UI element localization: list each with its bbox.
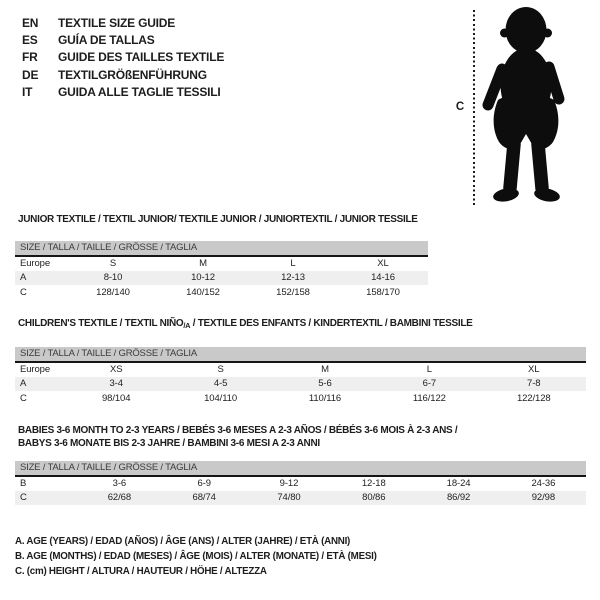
row-label: A bbox=[20, 272, 27, 284]
height-cell: 122/128 bbox=[516, 392, 551, 404]
size-cell: S bbox=[217, 364, 224, 376]
age-cell: 3-6 bbox=[112, 478, 127, 490]
height-cell: 62/68 bbox=[107, 492, 132, 504]
row-label: C bbox=[20, 392, 27, 404]
height-cell: 116/122 bbox=[412, 392, 446, 404]
language-row-de bbox=[22, 67, 224, 84]
height-cell: 152/158 bbox=[276, 286, 310, 298]
baby-head bbox=[506, 7, 547, 53]
height-cell: 140/152 bbox=[186, 286, 220, 298]
junior-table-title: JUNIOR TEXTILE / TEXTIL JUNIOR/ TEXTILE JUNIOR / JUNIORTEXTIL / JUNIOR TESSILE bbox=[18, 214, 418, 225]
table-row-height bbox=[15, 285, 428, 299]
height-cell: 98/104 bbox=[101, 392, 131, 404]
language-code: IT bbox=[22, 84, 33, 99]
table-row-height bbox=[15, 491, 586, 505]
table-row-age-months bbox=[15, 477, 586, 491]
legend-note-a: A. AGE (YEARS) / EDAD (AÑOS) / ÂGE (ANS) / ALTER (JAHRE) / ETÀ (ANNI) bbox=[15, 536, 351, 547]
age-cell: 6-9 bbox=[197, 478, 211, 490]
legend-note-b: B. AGE (MONTHS) / EDAD (MESES) / ÂGE (MOIS) / ALTER (MONATE) / ETÀ (MESI) bbox=[15, 550, 377, 562]
size-cell: XL bbox=[528, 364, 540, 376]
size-cell: L bbox=[290, 258, 296, 270]
height-cell: 80/86 bbox=[362, 492, 386, 504]
height-cell: 110/116 bbox=[308, 392, 342, 404]
height-cell: 74/80 bbox=[277, 492, 301, 504]
children-title-subscript: /A bbox=[183, 320, 191, 330]
age-cell: 12-13 bbox=[281, 272, 305, 284]
size-header-bar: SIZE / TALLA / TAILLE / GRÖSSE / TAGLIA bbox=[15, 241, 428, 255]
age-cell: 8-10 bbox=[103, 272, 123, 284]
babies-textile-section bbox=[15, 424, 586, 505]
guide-title-es: GUÍA DE TALLAS bbox=[58, 33, 155, 48]
babies-size-table bbox=[15, 461, 586, 505]
height-cell: 158/170 bbox=[366, 286, 400, 298]
table-row-age bbox=[15, 377, 586, 391]
junior-size-table bbox=[15, 241, 428, 299]
babies-table-title-line2: BABYS 3-6 MONATE BIS 2-3 JAHRE / BAMBINI 3-6 MESI A 2-3 ANNI bbox=[18, 438, 320, 449]
language-code: ES bbox=[22, 33, 38, 48]
age-cell: 4-5 bbox=[213, 378, 228, 390]
age-cell: 7-8 bbox=[527, 378, 541, 390]
age-cell: 3-4 bbox=[109, 378, 123, 390]
baby-leg-left bbox=[510, 144, 514, 188]
guide-title-en: TEXTILE SIZE GUIDE bbox=[58, 16, 176, 30]
size-cell: L bbox=[426, 364, 432, 376]
legend-notes bbox=[15, 535, 377, 579]
language-row-en bbox=[22, 15, 224, 32]
baby-ear-left bbox=[500, 29, 509, 38]
size-header-bar: SIZE / TALLA / TAILLE / GRÖSSE / TAGLIA bbox=[15, 347, 586, 361]
size-cell: S bbox=[109, 258, 117, 270]
baby-leg-right bbox=[538, 144, 542, 188]
language-row-fr bbox=[22, 49, 224, 66]
children-table-title bbox=[15, 318, 586, 330]
language-code: EN bbox=[22, 16, 39, 30]
children-title-part: CHILDREN'S TEXTILE / TEXTIL NIÑO bbox=[18, 318, 184, 329]
row-label: A bbox=[20, 378, 27, 390]
age-cell: 14-16 bbox=[371, 272, 395, 284]
height-cell: 86/92 bbox=[446, 492, 471, 504]
table-row-height bbox=[15, 391, 586, 405]
size-header-bar: SIZE / TALLA / TAILLE / GRÖSSE / TAGLIA bbox=[15, 461, 586, 475]
height-measure-label: C bbox=[455, 101, 465, 113]
age-cell: 5-6 bbox=[318, 378, 332, 390]
row-label: C bbox=[20, 492, 27, 504]
guide-title-it: GUIDA ALLE TAGLIE TESSILI bbox=[58, 84, 221, 99]
table-row-age bbox=[15, 271, 428, 285]
babies-table-title-line1: BABIES 3-6 MONTH TO 2-3 YEARS / BEBÉS 3-6 MESES A 2-3 AÑOS / BÉBÉS 3-6 MOIS À 2-3 ANS / bbox=[18, 425, 458, 436]
age-cell: 10-12 bbox=[191, 272, 215, 284]
size-cell: XL bbox=[377, 258, 389, 270]
language-row-it bbox=[22, 84, 224, 101]
height-cell: 104/110 bbox=[204, 392, 238, 404]
height-cell: 68/74 bbox=[192, 492, 216, 504]
age-cell: 12-18 bbox=[361, 478, 386, 490]
language-code: DE bbox=[22, 67, 39, 82]
size-cell: M bbox=[321, 364, 329, 376]
height-cell: 92/98 bbox=[531, 492, 556, 504]
table-row-europe bbox=[15, 257, 428, 271]
age-cell: 6-7 bbox=[422, 378, 437, 390]
row-label: B bbox=[20, 478, 27, 490]
language-code: FR bbox=[22, 50, 38, 65]
children-title-part: / TEXTILE DES ENFANTS / KINDERTEXTIL / BAMBINI TESSILE bbox=[190, 318, 473, 329]
age-cell: 24-36 bbox=[531, 478, 556, 490]
row-label: Europe bbox=[20, 364, 51, 376]
junior-textile-section bbox=[15, 214, 428, 299]
row-label: C bbox=[20, 286, 27, 298]
age-cell: 18-24 bbox=[446, 478, 471, 490]
language-title-list bbox=[22, 15, 224, 101]
size-cell: M bbox=[199, 258, 207, 270]
age-cell: 9-12 bbox=[279, 478, 299, 490]
children-size-table bbox=[15, 347, 586, 405]
language-row-es bbox=[22, 32, 224, 49]
legend-note-c: C. (cm) HEIGHT / ALTURA / HAUTEUR / HÖHE / ALTEZZA bbox=[15, 565, 267, 577]
table-row-europe bbox=[15, 363, 586, 377]
guide-title-fr: GUIDE DES TAILLES TEXTILE bbox=[58, 50, 225, 65]
children-textile-section bbox=[15, 318, 586, 405]
baby-shorts bbox=[494, 95, 559, 149]
baby-silhouette-icon bbox=[481, 5, 573, 207]
size-cell: XS bbox=[109, 364, 123, 376]
height-measure-dashed-line bbox=[473, 10, 475, 208]
height-cell: 128/140 bbox=[96, 286, 130, 298]
guide-title-de: TEXTILGRÖßENFÜHRUNG bbox=[58, 67, 207, 82]
row-label: Europe bbox=[20, 258, 51, 270]
baby-ear-right bbox=[543, 29, 552, 38]
